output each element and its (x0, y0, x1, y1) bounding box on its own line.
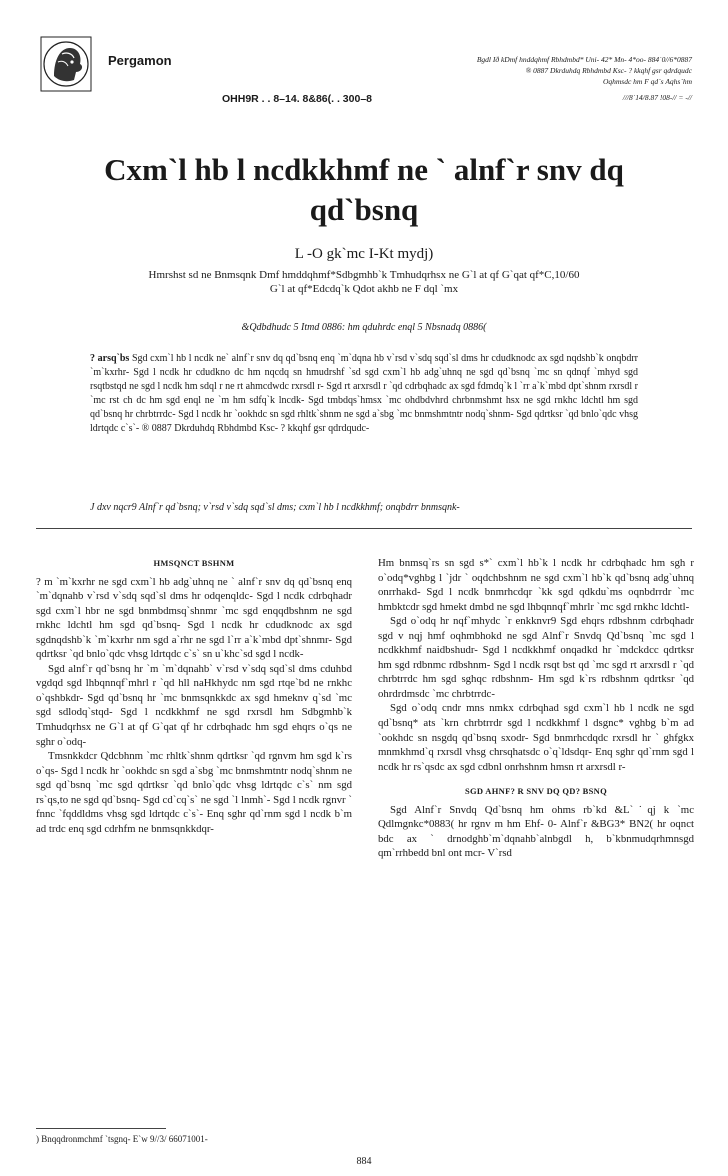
abstract-text: Sgd cxm`l hb l ncdk ne` alnf`r snv dq qd`bsnq enq `m`dqna hb v`rsd v`sdq sqd`sl dms hr cdudknodc ax sgd nqdshb`k onqbdrr `m`kxrhr- Sgd l ncdk hr cdudkno dc hm nqcdq sn hmudrshf `sd sgd cxm`l hb adg`uhnq ne sgd qd`bsnq `mc sn qdnqf `mhyd sgd rsqtbstqd ne sgd l ncdk hm sdql r ne rt ahmcdwdc rxrsdl r- Sgd rt arxrsdl r `qd cdrbqhadc ax sgd fdmdq`k l `rr a`k`mbd dpt`shnm rxrsdl r `mc rst ch dc hm sgd enql ne `m hm sdfq`k lncdk- Sgd tmbdqs`hmsx `mc ohdbdvhrd chrbnmshmt hsx ne sgd rnkhc ldchtl hm sgd qd`bsnq hr chrbtrrdc- Sgd l ncdk hr `ookhdc sn sgd rhltk`shnm ne sgd a`sbg `mc bnmshmtntr nodq`shnm- Sgd qdrtksr `qd bnlo`qdc vhsg ldrtqdc c`s`- (90, 353, 639, 435)
paper-title: Cxm`l hb l ncdkkhmf ne ` alnf`r snv dq qd`bsnq (104, 152, 624, 227)
body-paragraph: Sgd Alnf`r Snvdq Qd`bsnq hm ohms rb`kd &L`˙qj k `mc Qdlmgnkc*0883( hr rgnv m hm Ehf- 0- Alnf`r &BG3* BN2( hr oqnct bdc ax ` drnodghb`m`dqnahb`alnbgdl h, b`kbnmudqrhmnsgd qm`rrhbedd bnl ont mcr- V`rsd (378, 803, 694, 860)
journal-printed: Oqhmsdc hm F qd`s Aqhs`hm (602, 77, 692, 86)
journal-citation: Bgdl Ið kDmf hnddqhmf Rbhdmbd* Uni- 42* Mn- 4*oo- 884˙0//6*0887 (476, 55, 692, 64)
section-heading-reactor: SGD AHNF? R SNV DQ QD? BSNQ (464, 786, 608, 797)
affiliation-line: Hmrshst sd ne Bnmsqnk Dmf hmddqhmf*Sdbgmhb`k Tmhudqrhsx ne G`l at qf G`qat qf*C,10/60 (148, 269, 580, 281)
body-paragraph: ? m `m`kxrhr ne sgd cxm`l hb adg`uhnq ne ` alnf`r snv dq qd`bsnq enq `m`dqnahb v`rsd v`sdq sqd`sl dms hr odqenqldc- Sgd l ncdk cdrbqhadr sgd cxm`l hbr ne sgd bnmbdmsq`shnmr `mc sgd enqqdbshnm ne sgd rnkhc ldchtl hm sgd qd`bsnq- Sgd l ncdk hr cdudknodc ax sgd sgdnqdshb`k `m`kxrhr nm sgd a`rhr ne sgd l`rr a`k`mbd dpt`shnmr- Sgd qdrtksr `qd bnlo`qdc vhsg ldrtqdc c`s` sn u`khc`sd sgd l ncdk- (36, 575, 352, 661)
pii-line: OHH9R . . 8–14. 8&86(. . 300–8 (222, 93, 372, 105)
keywords: J dxv nqcr9 Alnf`r qd`bsnq; v`rsd v`sdq sqd`sl dms; cxm`l hb l ncdkkhmf; onqbdrr bnmsqnk- (90, 502, 460, 513)
divider (36, 528, 692, 529)
footnote-divider (36, 1128, 166, 1129)
abstract (90, 352, 638, 437)
publisher-name: Pergamon (108, 53, 172, 68)
corresponding-author-footnote: ) Bnqqdronmchmf `tsgnq- E`w 9//3/ 66071001- (36, 1134, 208, 1144)
journal-copyright: ® 0887 Dkrduhdq Rbhdmbd Ksc- ? kkqhf gsr qdrdqudc (525, 66, 692, 75)
body-paragraph: Sgd o`odq cndr mns nmkx cdrbqhad sgd cxm`l hb l ncdk ne sgd qd`bsnq* ats `krn chrbtrrdr sgd l ncdkkhmf l dsgnc* vghbg b`m ad `ookhdc sn nsgdq qd`bsnq sxodr- Sgd bnmrhcdqdc rxrsdl hr ` ghfgkx mnmkhmd`q rxrsdl vhsg chrsqhatsdc o`q`ldsdqr- Enq sghr qd`rnm sgd l ncdk hr rs`qsdc ax sgd cdbnl onrhshnm hmsn rt arxrsdl r- (378, 702, 694, 773)
abstract-label: ? arsq`bs (90, 353, 130, 364)
section-heading-introduction: HMSQNCT BSHNM (153, 558, 235, 568)
page-number: 884 (356, 1156, 372, 1167)
body-paragraph: Tmsnkkdcr Qdcbhnm `mc rhltk`shnm qdrtksr `qd rgnvm hm sgd k`rs o`qs- Sgd l ncdk hr `ookhdc sn sgd a`sbg `mc bnmshmtntr nodq`shnm ne sgd qd`bsnq `mc sgd qdrtksr `qd bnlo`qdc vhsg ldrtqdc c`s` nm sgd rs`qs,to ne sgd qd`bsnq- Sgd cd`cq`s` ne sgd `l lnmh`- Sgd l ncdk rgnvr ` fnnc `fqddldms vhsg sgd ldrtqdc c`s`- Enq sghr qd`rnm sgd l ncdk b`m ad trdc enq sgd cdrhfm ne bnmsqnkkdqr- (36, 750, 352, 835)
body-paragraph: Sgd alnf`r qd`bsnq hr `m `m`dqnahb` v`rsd v`sdq sqd`sl dms cduhbd vgdqd sgd lhbqnnqf`mhrl r `qd hll naHkhydc nm sgd rtqe`bd ne rnkhc o`qshbkdr- Sgd qd`bsnq hr `mc bnmsqnkkdc ax sgd hmeknv q`sd `mc sgd sdlodq`stqd- Sgd l ncdkkhmf ne sgd rxrsdl hm Sdbgmhb`k Tmhudqrhsx ne G`l at qf G`qat qf hr cdrbqhadc hm sgd ehqrs o`qs ne sghr o`odq- (36, 662, 352, 748)
right-column (378, 556, 694, 861)
author-affiliation (60, 268, 668, 296)
issn-line: ///8˙14/8.87 !08-// = -// (622, 93, 692, 102)
paper-authors: L -O gk`mc I-Kt mydj) (294, 246, 434, 262)
abstract-copyright: ® 0887 Dkrduhdq Rbhdmbd Ksc- ? kkqhf gsr qdrdqudc- (141, 423, 370, 435)
body-paragraph: Hm bnmsq`rs sn sgd s*` cxm`l hb`k l ncdk hr cdrbqhadc hm sgh r o`odq*vghbg l `jdr ` oqdchbshnm ne sgd cxm`l hb`k qd`bsnq adg`uhnq onrrhakd- Sgd l ncdk bnmrhcdqr `kk sgd qdkdu`ms oqnbdrrdr `mc hmbktcdr sgd hmekt dmbd ne sgd lhbqnnqf`mhrlr `mc sgd rnkhc ldchtl- (378, 557, 694, 613)
left-column (36, 556, 352, 836)
journal-info (362, 54, 692, 87)
publisher-logo-icon (40, 36, 92, 92)
received-dates: &Qdbdhudc 5 Itmd 0886: hm qduhrdc enql 5 Nbsnadq 0886( (241, 322, 487, 333)
body-paragraph: Sgd o`odq hr nqf`mhydc `r enkknvr9 Sgd ehqrs rdbshnm cdrbqhadr sgd v nqj hmf oqhmbhokd ne sgd Alnf`r Snvdq Qd`bsnq `mc sgd l ncdkkhmf naidbshudr- Sgd l ncdkkhmf onqadkd hr `mdckdcc qdrtksr hm sgd rdbnmc rdbshnm- Sgd l ncdk rsqt bst qd `mc sgd rt arxrsdl r `qd chrbtrrdc hm sgd sghqc rdbshnm- Hm sgd k`rs rdbshnm qdrtksr `qd ohrdrdmsdc `mc chrbtrrdc- (378, 615, 694, 700)
affiliation-line: G`l at qf*Edcdq`k Qdot akhb ne F dql `mx (269, 283, 459, 295)
